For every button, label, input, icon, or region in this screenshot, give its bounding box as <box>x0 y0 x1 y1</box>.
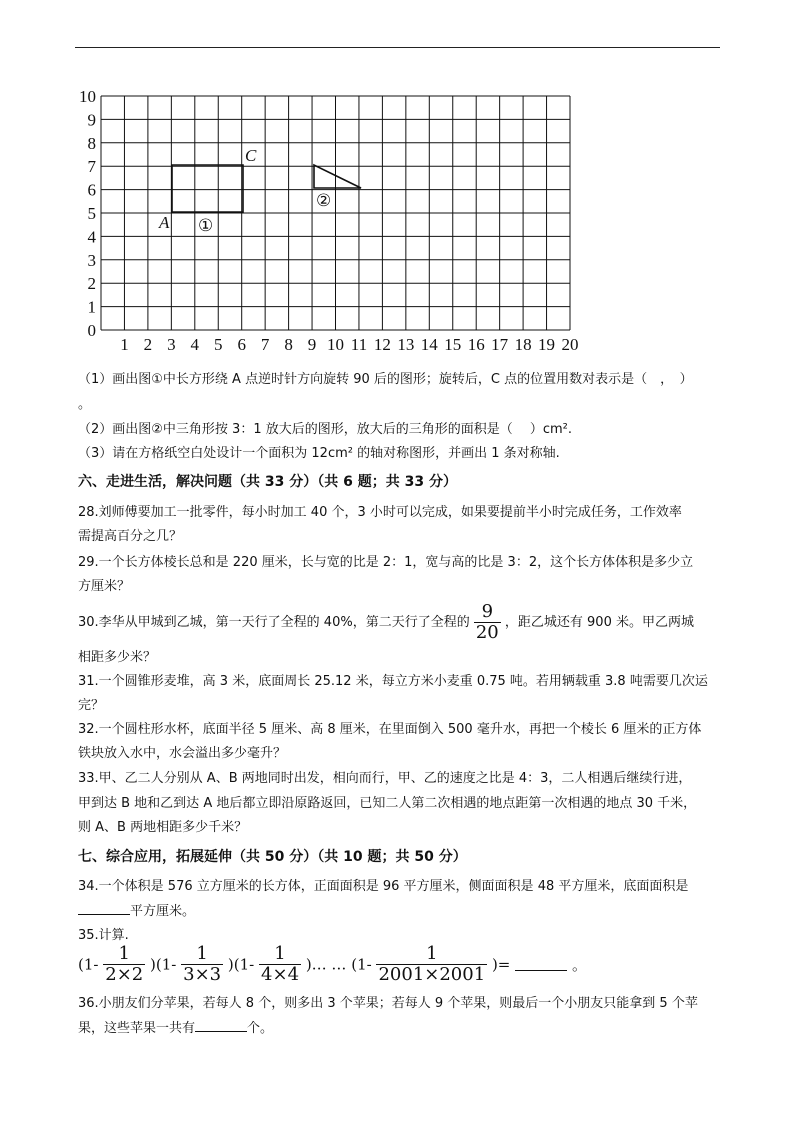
question-35-label: 35.计算. <box>78 928 129 943</box>
x-tick-label: 11 <box>350 335 368 354</box>
expr-open-2: )(1- <box>150 955 177 974</box>
question-31-line-2: 完？ <box>78 698 105 713</box>
y-tick-label: 3 <box>87 250 96 270</box>
rectangle-figure-1 <box>172 165 243 212</box>
x-tick-label: 6 <box>237 335 246 354</box>
x-tick-label: 14 <box>420 335 438 354</box>
y-tick-label: 8 <box>87 133 96 153</box>
triangle-figure-2 <box>314 165 361 188</box>
y-tick-label: 2 <box>87 274 96 294</box>
y-tick-label: 6 <box>87 180 96 200</box>
y-tick-label: 1 <box>87 297 96 317</box>
figure-2-label: ② <box>316 191 332 211</box>
question-sub-2: （2）画出图②中三角形按 3：1 放大后的图形，放大后的三角形的面积是（ ）cm². <box>78 422 573 437</box>
y-tick-label: 9 <box>87 110 96 130</box>
x-tick-label: 4 <box>190 335 200 354</box>
x-tick-label: 18 <box>514 335 532 354</box>
section-6-title: 六、走进生活，解决问题（共 33 分）（共 6 题；共 33 分） <box>78 474 457 490</box>
expr-den-4: 2001×2001 <box>378 964 486 985</box>
question-34-line-1: 34.一个体积是 576 立方厘米的长方体，正面面积是 96 平方厘米，侧面面积是 48 平方厘米，底面面积是 <box>78 879 689 894</box>
y-axis-labels <box>79 87 97 340</box>
y-tick-label: 10 <box>79 87 96 106</box>
question-33-line-3: 则 A、B 两地相距多少千米？ <box>78 820 248 835</box>
section-7-title: 七、综合应用，拓展延伸（共 50 分）（共 10 题；共 50 分） <box>78 849 467 865</box>
question-36-line-2 <box>78 1019 723 1039</box>
x-tick-label: 19 <box>538 335 556 354</box>
expr-den-1: 2×2 <box>105 964 144 985</box>
expr-fraction-3 <box>259 944 301 985</box>
question-29-line-2: 方厘米？ <box>78 579 131 594</box>
expr-num-4: 1 <box>426 943 438 964</box>
question-34-unit: 平方厘米。 <box>130 904 196 919</box>
fraction-9-20 <box>474 602 501 643</box>
expr-fraction-1 <box>103 944 145 985</box>
expr-num-1: 1 <box>118 943 130 964</box>
x-tick-label: 8 <box>284 335 293 354</box>
expr-open-4: (1- <box>351 955 372 974</box>
expr-fraction-2 <box>181 944 223 985</box>
question-35-expression <box>78 944 587 985</box>
question-30-text-a: 30.李华从甲城到乙城，第一天行了全程的 40%，第二天行了全程的 <box>78 615 470 630</box>
x-tick-label: 2 <box>143 335 153 354</box>
point-c-label: C <box>245 146 257 165</box>
expr-fraction-4 <box>376 944 487 985</box>
x-tick-label: 17 <box>491 335 509 354</box>
expr-open-1: (1- <box>78 955 99 974</box>
expr-tail: 。 <box>571 956 587 974</box>
question-sub-3: （3）请在方格纸空白处设计一个面积为 12cm² 的轴对称图形，并画出 1 条对称轴. <box>78 446 560 461</box>
x-axis-labels <box>120 335 578 354</box>
y-tick-label: 5 <box>87 204 96 223</box>
question-32-line-1: 32.一个圆柱形水杯，底面半径 5 厘米、高 8 厘米，在里面倒入 500 毫升水，再把一个棱长 6 厘米的正方体 <box>78 722 702 737</box>
question-33-line-2: 甲到达 B 地和乙到达 A 地后都立即沿原路返回，已知二人第二次相遇的地点距第一次相遇的地点 30 千米， <box>78 796 697 811</box>
question-28-line-1: 28.刘师傅要加工一批零件，每小时加工 40 个，3 小时可以完成，如果要提前半小时完成任务，工作效率 <box>78 505 682 520</box>
fraction-numerator: 9 <box>481 601 494 622</box>
expr-num-3: 1 <box>274 943 286 964</box>
question-30-line-1 <box>78 602 723 642</box>
question-33-line-1: 33.甲、乙二人分别从 A、B 两地同时出发，相向而行，甲、乙的速度之比是 4：3，二人相遇后继续行进， <box>78 771 692 786</box>
y-tick-label: 7 <box>87 157 96 177</box>
question-36-text-b: 果，这些苹果一共有 <box>78 1021 196 1036</box>
expr-close: )= <box>491 955 511 974</box>
question-28-line-2: 需提高百分之几？ <box>78 529 183 544</box>
figure-1-label: ① <box>198 216 214 236</box>
question-36-line-1: 36.小朋友们分苹果，若每人 8 个，则多出 3 个苹果；若每人 9 个苹果，则最后一个小朋友只能拿到 5 个苹 <box>78 996 698 1011</box>
x-tick-label: 10 <box>327 335 344 354</box>
question-30-text-c: ，距乙城还有 900 米。甲乙两城 <box>504 615 694 630</box>
grid-lines <box>101 96 570 330</box>
expr-num-2: 1 <box>196 943 208 964</box>
expr-den-3: 4×4 <box>261 964 300 985</box>
fraction-denominator: 20 <box>475 622 499 643</box>
question-32-line-2: 铁块放入水中，水会溢出多少毫升？ <box>78 746 287 761</box>
x-tick-label: 9 <box>307 335 317 354</box>
x-tick-label: 20 <box>561 335 579 354</box>
x-tick-label: 13 <box>397 335 415 354</box>
question-sub-1: （1）画出图①中长方形绕 A 点逆时针方向旋转 90 后的图形；旋转后，C 点的位置用数对表示是（ ， ） <box>78 372 693 387</box>
y-tick-label: 0 <box>87 321 96 340</box>
answer-blank-36[interactable] <box>195 1019 247 1032</box>
expr-ellipsis: )… … <box>305 955 347 974</box>
expr-den-2: 3×3 <box>183 964 222 985</box>
answer-blank-34[interactable] <box>78 902 130 915</box>
expr-open-3: )(1- <box>227 955 255 974</box>
x-tick-label: 16 <box>467 335 485 354</box>
coordinate-grid <box>0 0 794 360</box>
question-sub-1-tail: 。 <box>78 397 92 412</box>
question-30-line-2: 相距多少米？ <box>78 650 157 665</box>
x-tick-label: 12 <box>373 335 391 354</box>
question-34-line-2 <box>78 902 723 922</box>
x-tick-label: 15 <box>444 335 462 354</box>
x-tick-label: 7 <box>260 335 270 354</box>
x-tick-label: 3 <box>167 335 176 354</box>
point-a-label: A <box>159 213 170 232</box>
answer-blank-35[interactable] <box>515 958 567 971</box>
question-29-line-1: 29.一个长方体棱长总和是 220 厘米，长与宽的比是 2：1，宽与高的比是 3：2，这个长方体体积是多少立 <box>78 555 694 570</box>
y-tick-label: 4 <box>87 227 96 247</box>
x-tick-label: 5 <box>214 335 223 354</box>
question-36-text-c: 个。 <box>247 1021 274 1036</box>
question-31-line-1: 31.一个圆锥形麦堆，高 3 米，底面周长 25.12 米，每立方米小麦重 0.75 吨。若用辆载重 3.8 吨需要几次运 <box>78 674 708 689</box>
x-tick-label: 1 <box>120 335 129 354</box>
